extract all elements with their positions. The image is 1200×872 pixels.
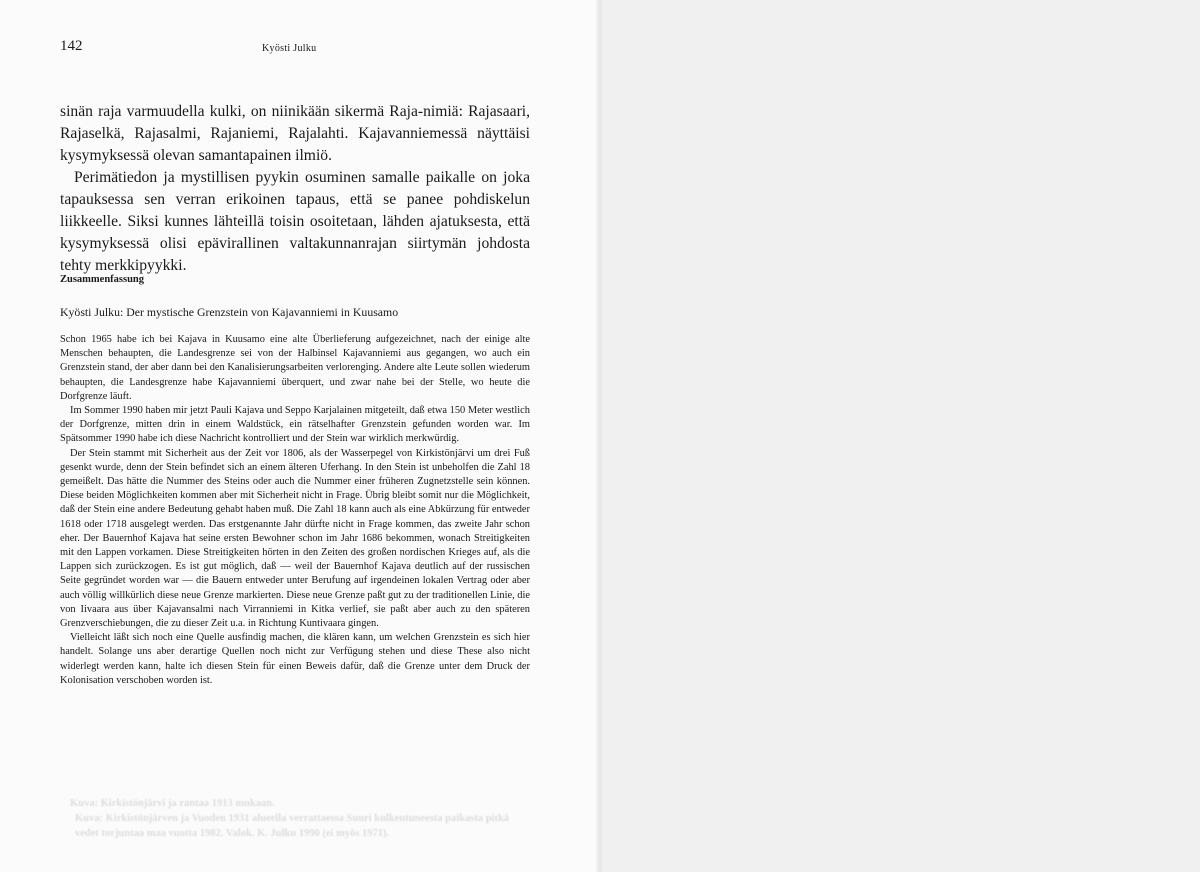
bleed-through-line: Kuva: Kirkistönjärven ja Vuoden 1931 alueella verrattaessa Suuri kulkeutuneesta paikasta pitkä xyxy=(75,813,510,824)
summary-paragraph: Schon 1965 habe ich bei Kajava in Kuusamo eine alte Überlieferung aufgezeichnet, nach der einige alte Menschen behaupten, die Landesgrenze sei von der Halbinsel Kajavanniemi aus gegangen, wo auch ein Grenzstein stand, der aber dann bei den Kanalisierungsarbeiten verlorenging. Andere alte Leute sollen wiederum behaupten, die Landesgrenze habe Kajavanniemi überquert, und zwar nahe bei der Stelle, wo heute die Dorfgrenze läuft. xyxy=(60,334,530,402)
paragraph: Perimätiedon ja mystillisen pyykin osuminen samalle paikalle on joka tapauksessa sen verran erikoinen tapaus, että se panee pohdiskelun liikkeelle. Siksi kunnes lähteillä toisin osoitetaan, lähden ajatuksesta, että kysymyksessä olisi epävirallinen valtakunnanrajan siirtymän johdosta tehty merkkipyykki. xyxy=(60,169,530,274)
running-head: Kyösti Julku xyxy=(262,43,317,54)
bleed-through-line: Kuva: Kirkistönjärvi ja rantaa 1913 mukaan. xyxy=(70,798,275,809)
page-number: 142 xyxy=(60,38,83,54)
paragraph: sinän raja varmuudella kulki, on niinikään sikermä Raja-nimiä: Rajasaari, Rajaselkä, Rajasalmi, Rajaniemi, Rajalahti. Kajavanniemessä näyttäisi kysymyksessä olevan samantapainen ilmiö. xyxy=(60,103,530,164)
right-page xyxy=(600,0,1200,872)
page-gutter xyxy=(596,0,604,872)
summary-text xyxy=(60,333,530,688)
summary-paragraph: Der Stein stammt mit Sicherheit aus der Zeit vor 1806, als der Wasserpegel von Kirkistönjärvi um drei Fuß gesenkt wurde, denn der Stein befindet sich an einem älteren Uferhang. In den Stein ist unbeholfen die Zahl 18 gemeißelt. Das hätte die Nummer des Steins oder auch die Nummer einer früheren Zugnetzstelle sein können. Diese beiden Möglichkeiten kommen aber mit Sicherheit nicht in Frage. Übrig bleibt somit nur die Möglichkeit, daß der Stein eine andere Bedeutung gehabt haben muß. Die Zahl 18 kann auch als eine Abkürzung für entweder 1618 oder 1718 ausgelegt werden. Das erstgenannte Jahr dürfte nicht in Frage kommen, das zweite Jahr schon eher. Der Bauernhof Kajava hat seine ersten Bewohner schon im Jahr 1686 bekommen, wonach Streitigkeiten mit den Lappen vorkamen. Diese Streitigkeiten hörten in den Zeiten des großen nordischen Krieges auf, als die Lappen sich zurückzogen. Es ist gut möglich, daß — weil der Bauernhof Kajava deutlich auf der russischen Seite gegründet worden war — die Bauern entweder unter Berufung auf irgendeinen lokalen Vertrag oder aber auch völlig willkürlich diese neue Grenze markierten. Diese neue Grenze paßt gut zu der traditionellen Linie, die von Iivaara aus über Kajavansalmi nach Virranniemi in Kitka verlief, sie paßt aber auch zu den späteren Grenzverschiebungen, die zu dieser Zeit u.a. in Richtung Kuntivaara gingen. xyxy=(60,447,530,630)
main-text xyxy=(60,101,530,277)
summary-paragraph: Im Sommer 1990 haben mir jetzt Pauli Kajava und Seppo Karjalainen mitgeteilt, daß etwa 150 Meter westlich der Dorfgrenze, mitten drin in einem Waldstück, ein rätselhafter Grenzstein gefunden worden war. Im Spätsommer 1990 habe ich diese Nachricht kontrolliert und der Stein war wirklich merkwürdig. xyxy=(60,405,530,445)
summary-subtitle: Kyösti Julku: Der mystische Grenzstein von Kajavanniemi in Kuusamo xyxy=(60,305,399,319)
section-heading: Zusammenfassung xyxy=(60,274,145,285)
bleed-through-line: vedet torjuntaa maa vuotta 1982. Valok. K. Julku 1990 (ei myös 1971). xyxy=(75,828,390,839)
summary-paragraph: Vielleicht läßt sich noch eine Quelle ausfindig machen, die klären kann, um welchen Grenzstein es sich hier handelt. Solange uns aber derartige Quellen noch nicht zur Verfügung stehen und diese These also nicht widerlegt werden kann, halte ich diesen Stein für einen Beweis dafür, daß die Grenze unter dem Druck der Kolonisation verschoben worden ist. xyxy=(60,632,530,686)
